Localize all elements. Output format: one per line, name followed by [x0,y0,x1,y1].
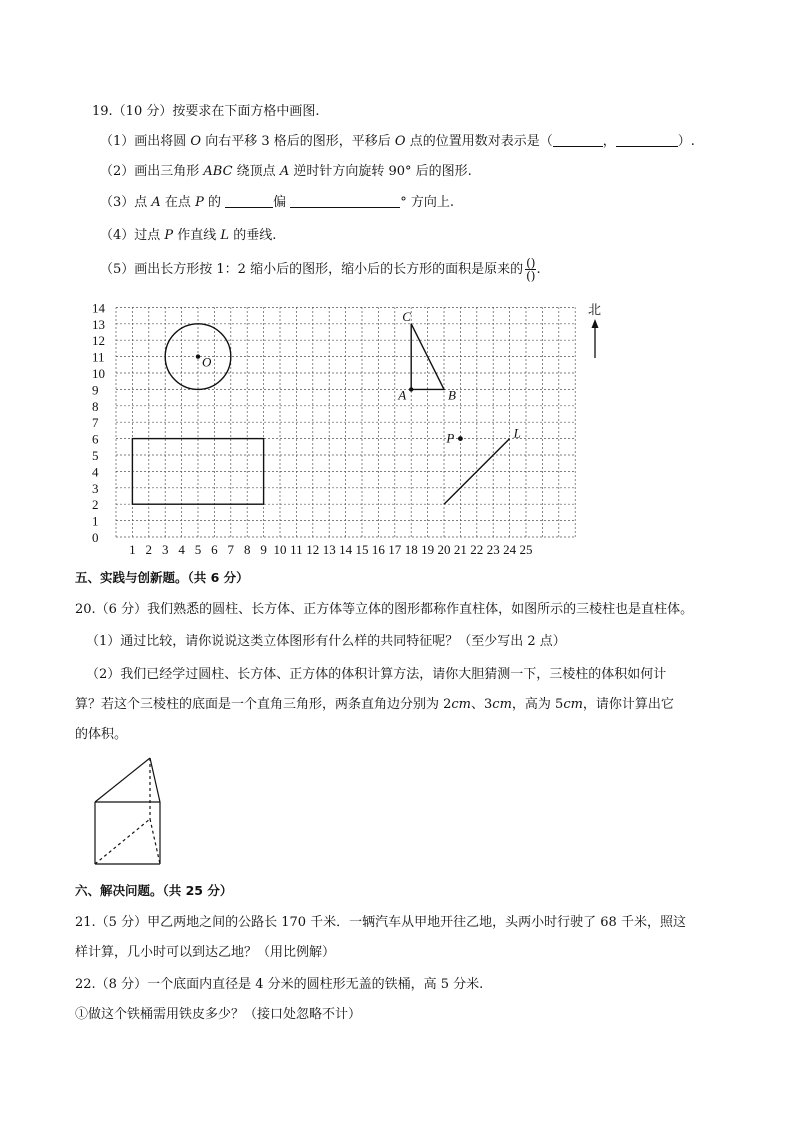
point-label-p: P [446,430,455,446]
x-axis-tick-label: 19 [421,542,435,557]
y-axis-tick-label: 14 [92,300,105,316]
x-axis-tick-label: 16 [371,542,385,557]
triangular-prism-figure [88,752,208,872]
q20-part1: （1）通过比较，请你说说这类立体图形有什么样的共同特征呢？（至少写出 2 点） [86,634,566,649]
section6-title: 六、解决问题。（共 25 分） [75,883,233,898]
x-axis-tick-label: 11 [290,542,303,557]
x-axis-tick-label: 21 [453,542,467,557]
x-axis-tick-label: 2 [145,542,153,557]
q21-line1: 21.（5 分）甲乙两地之间的公路长 170 千米．一辆汽车从甲地开往乙地，头两小时行驶了 68 千米，照这 [75,915,686,930]
q20-part2-line3: 的体积。 [75,727,128,742]
q20-heading: 20.（6 分）我们熟悉的圆柱、长方体、正方体等立体的图形都称作直柱体，如图所示的三棱柱也是直柱体。 [75,602,694,617]
y-axis-tick-label: 2 [92,497,99,513]
vertex-label-a: A [398,387,407,403]
north-arrow-head-icon [592,319,599,328]
x-axis-tick-label: 23 [486,542,500,557]
x-axis-tick-label: 3 [161,542,169,557]
x-axis-tick-label: 4 [178,542,185,557]
q20-part2-line2: 算？若这个三棱柱的底面是一个直角三角形，两条直角边分别为 2cm、3cm，高为 5cm，请你计算出它 [75,697,674,712]
y-axis-tick-label: 11 [92,349,105,365]
x-axis-tick-label: 22 [470,542,484,557]
prism-hidden-back-right [150,819,160,864]
q19-part2: （2）画出三角形 ABC 绕顶点 A 逆时针方向旋转 90° 后的图形. [100,164,472,179]
q19-part4: （4）过点 P 作直线 L 的垂线. [100,228,277,243]
x-axis-tick-label: 14 [339,542,353,557]
y-axis-tick-label: 13 [92,316,105,332]
y-axis-tick-label: 8 [92,398,99,414]
q19-part1: （1）画出将圆 O 向右平移 3 格后的图形，平移后 O 点的位置用数对表示是（ ， ）. [100,134,695,149]
point-p [458,436,463,441]
x-axis-tick-label: 9 [260,542,267,557]
y-axis-tick-label: 3 [92,480,99,496]
y-axis-tick-label: 12 [92,333,105,349]
y-axis-tick-label: 7 [92,415,99,431]
answer-fraction[interactable]: $\frac{()}{()}$ [526,256,536,283]
answer-blank-direction[interactable] [225,195,273,208]
answer-blank-y[interactable] [616,134,678,147]
x-axis-tick-label: 24 [503,542,517,557]
x-axis-tick-label: 20 [437,542,451,557]
vertex-label-c: C [402,308,411,324]
north-label: 北 [588,302,602,317]
y-axis-tick-label: 4 [92,464,99,480]
circle-center-point [196,354,200,358]
x-axis-tick-label: 25 [519,542,533,557]
y-axis-tick-label: 6 [92,431,99,447]
q22-line1: 22.（8 分）一个底面内直径是 4 分米的圆柱形无盖的铁桶，高 5 分米. [75,977,484,992]
q22-line2: ①做这个铁桶需用铁皮多少？（接口处忽略不计） [75,1007,362,1022]
x-axis-tick-label: 7 [227,542,235,557]
q21-line2: 样计算，几小时可以到达乙地？（用比例解） [75,945,336,960]
prism-edge-top-right [150,758,160,802]
x-axis-tick-label: 12 [306,542,320,557]
q20-part2-line1: （2）我们已经学过圆柱、长方体、正方体的体积计算方法，请你大胆猜测一下，三棱柱的体积如何计 [86,667,667,682]
x-axis-tick-label: 10 [273,542,287,557]
prism-hidden-back-left [95,819,150,864]
y-axis-tick-label: 9 [92,382,99,398]
answer-blank-x[interactable] [553,134,603,147]
vertex-a-point [409,387,413,391]
x-axis-tick-label: 15 [355,542,369,557]
x-axis-tick-label: 18 [404,542,418,557]
answer-blank-degree[interactable] [290,195,400,208]
circle-label-o: O [202,354,212,370]
vertex-label-b: B [448,387,456,403]
y-axis-tick-label: 1 [92,513,99,529]
section5-title: 五、实践与创新题。（共 6 分） [75,570,249,585]
q19-part5: （5）画出长方形按 1：2 缩小后的图形，缩小后的长方形的面积是原来的 $\frac{()}{()}$ . [100,256,541,283]
x-axis-tick-label: 17 [388,542,402,557]
q19-heading: 19.（10 分）按要求在下面方格中画图. [92,104,320,119]
line-label-l: L [513,425,521,441]
x-axis-tick-label: 6 [211,542,218,557]
x-axis-tick-label: 5 [194,542,202,557]
y-axis-tick-label: 10 [92,366,105,381]
x-axis-tick-label: 13 [322,542,336,557]
x-axis-tick-label: 8 [243,542,251,557]
x-axis-tick-label: 1 [129,542,136,557]
y-axis-tick-label: 5 [92,448,99,463]
prism-edge-top-left [95,758,150,802]
y-axis-tick-label: 0 [92,530,99,545]
coordinate-grid [0,290,794,580]
q19-part3: （3）点 A 在点 P 的 偏 ° 方向上. [100,195,454,210]
